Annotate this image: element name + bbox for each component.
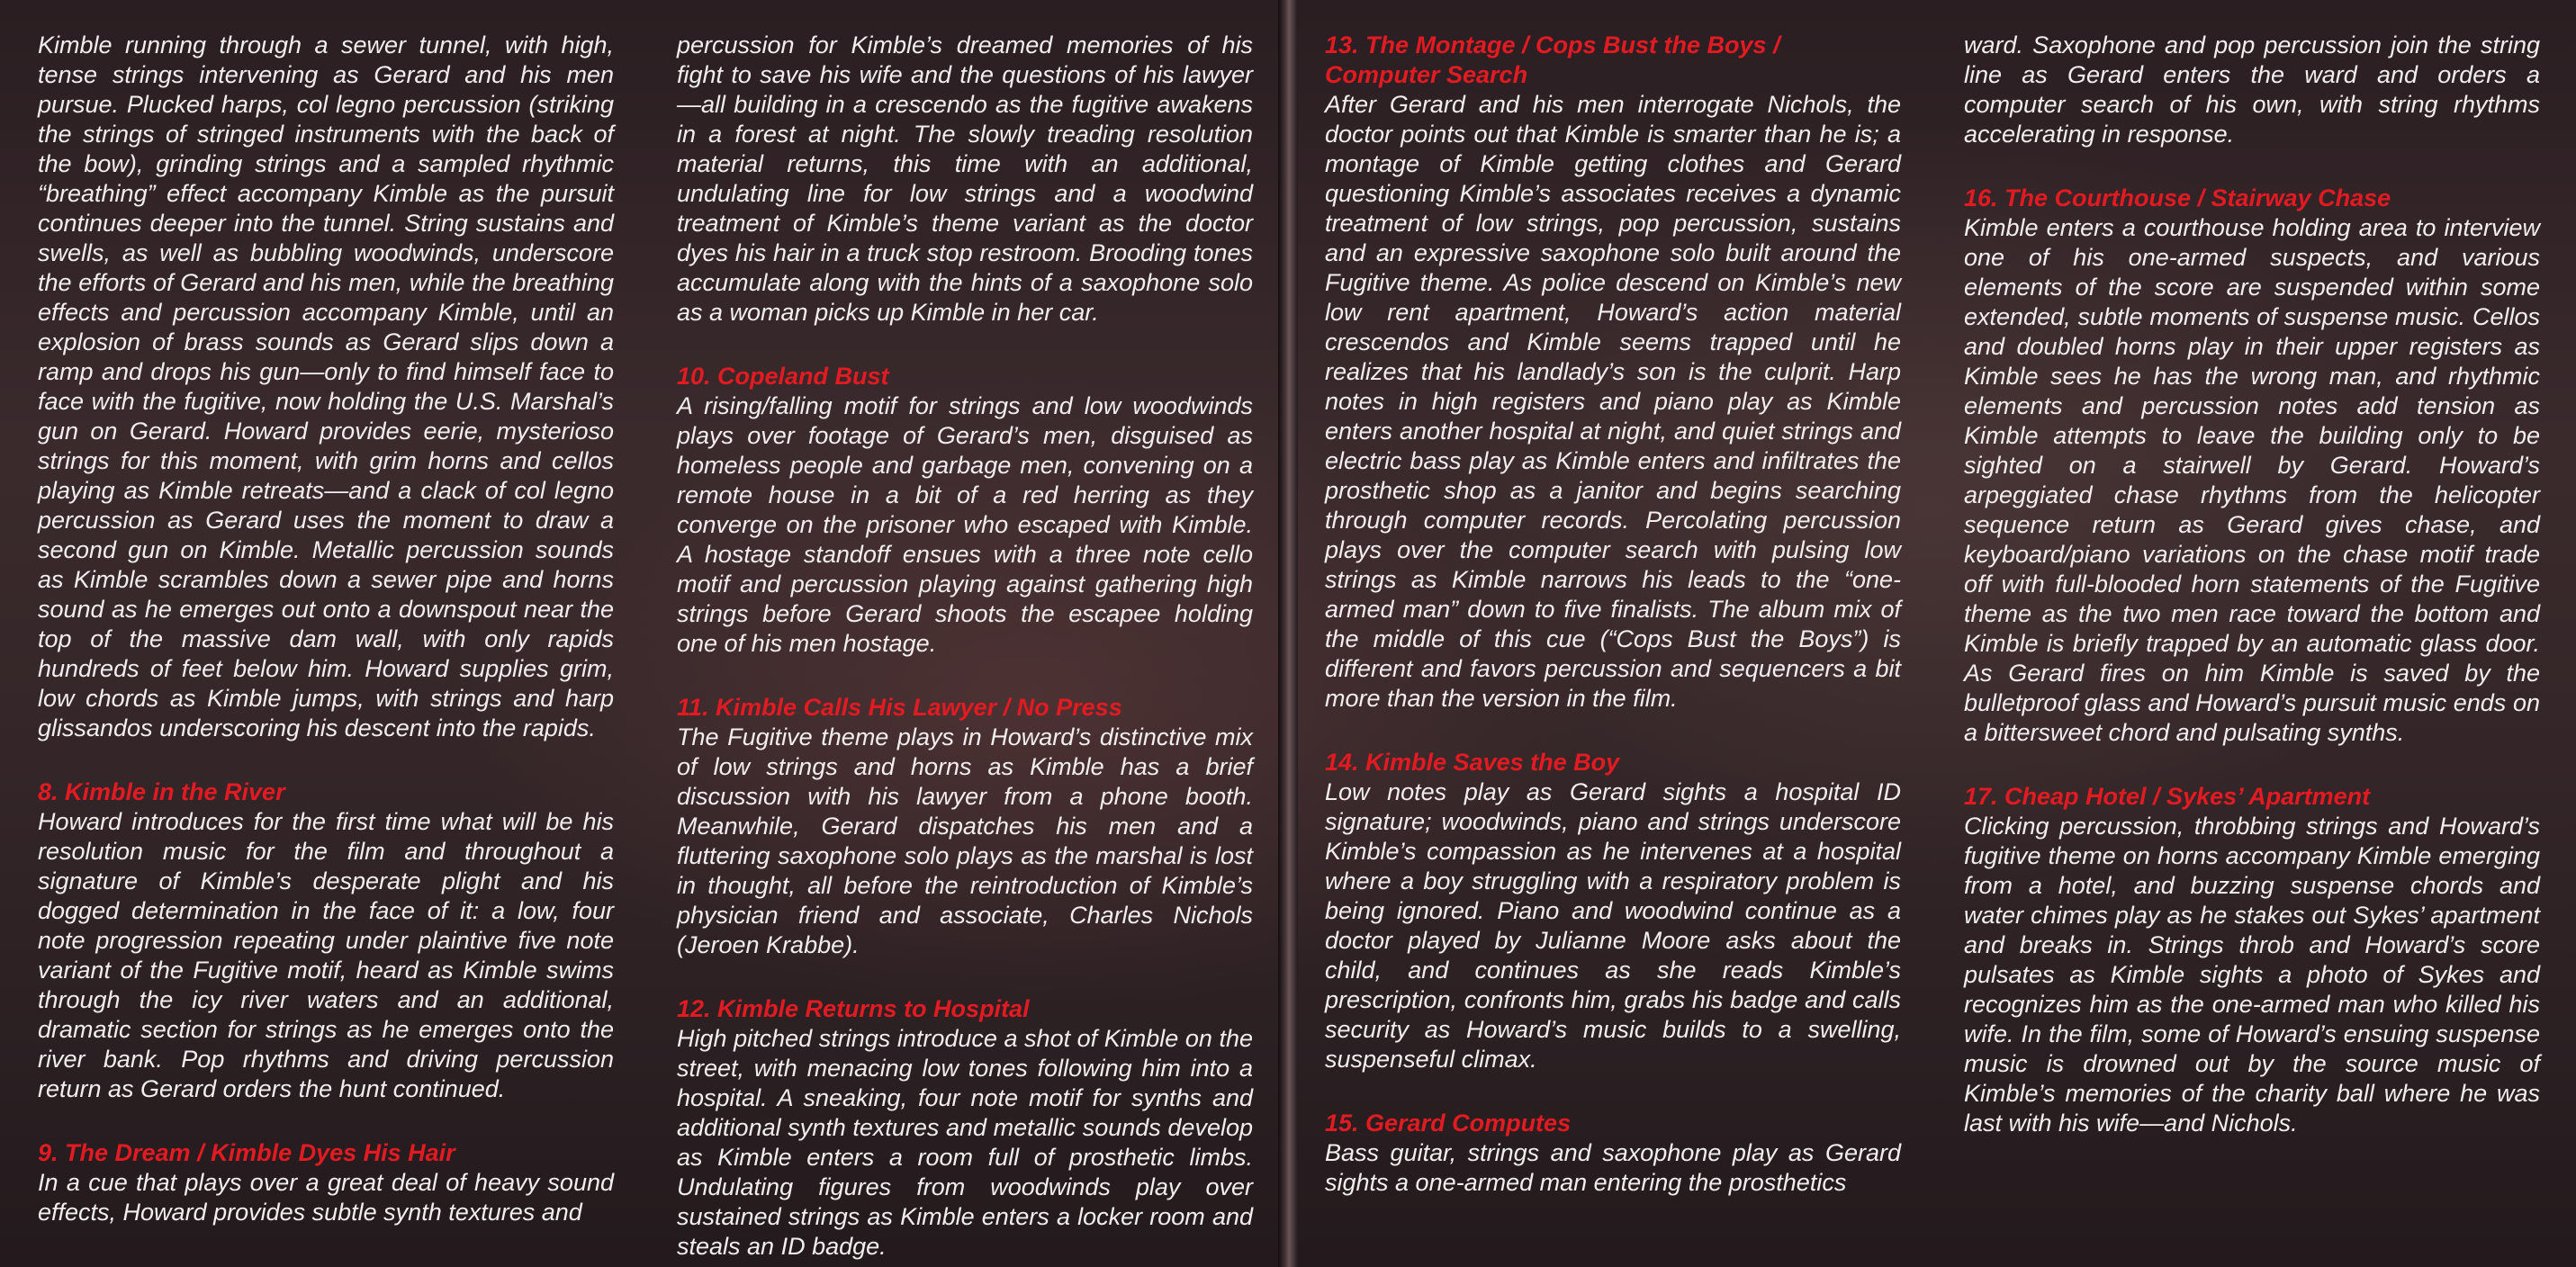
section-heading: 14. Kimble Saves the Boy xyxy=(1325,749,1620,776)
booklet-fold xyxy=(1278,0,1298,1267)
paragraph: After Gerard and his men interrogate Nichols, the doctor points out that Kimble is smarter than he is; a montage of Kimble getting clothes and Gerard questioning Kimble’s associates receives a dynamic treatment of low strings, pop percussion, sustains and an expressive saxophone solo built around the Fugitive theme. As police descend on Kimble’s new low rent apartment, Howard’s action material crescendos and Kimble seems trapped until he realizes that his landlady’s son is the culprit. Harp notes in high registers and piano play as Kimble enters another hospital at night, and quiet strings and electric bass play as Kimble enters and infiltrates the prosthetic shop as a janitor and begins searching through computer records. Percolating percussion plays over the computer search with pulsing low strings as Kimble narrows his leads to the “one-armed man” down to five finalists. The album mix of the middle of this cue (“Cops Bust the Boys”) is different and favors percussion and sequencers a bit more than the version in the film. xyxy=(1325,91,1901,712)
column-4 xyxy=(1964,31,2540,1173)
section-13 xyxy=(1325,31,1901,714)
section-16 xyxy=(1964,184,2540,748)
paragraph: Kimble running through a sewer tunnel, with high, tense strings intervening as Gerard and his men pursue. Plucked harps, col legno percussion (striking the strings of stringed instruments with the back of the bow), grinding strings and a sampled rhythmic “breathing” effect accompany Kimble as the pursuit continues deeper into the tunnel. String sustains and swells, as well as bubbling woodwinds, underscore the efforts of Gerard and his men, while the breathing effects and percussion accompany Kimble, until an explosion of brass sounds as Gerard slips down a ramp and drops his gun—only to find himself face to face with the fugitive, now holding the U.S. Marshal’s gun on Gerard. Howard provides eerie, mysterioso strings for this moment, with grim horns and cellos playing as Kimble retreats—and a clack of col legno percussion as Gerard uses the moment to draw a second gun on Kimble. Metallic percussion sounds as Kimble scrambles down a sewer pipe and horns sound as he emerges out onto a downspout near the top of the massive dam wall, with only rapids hundreds of feet below him. Howard supplies grim, low chords as Kimble jumps, with strings and harp glissandos underscoring his descent into the rapids. xyxy=(38,31,614,741)
column-3 xyxy=(1325,31,1901,1232)
right-page xyxy=(1298,0,2576,1267)
section-heading: 8. Kimble in the River xyxy=(38,778,285,805)
paragraph: A rising/falling motif for strings and low woodwinds plays over footage of Gerard’s men, disguised as homeless people and garbage men, convening on a remote house in a bit of a red herring as they converge on the prisoner who escaped with Kimble. A hostage standoff ensues with a three note cello motif and percussion playing against gathering high strings before Gerard shoots the escapee holding one of his men hostage. xyxy=(677,392,1253,657)
section-continuation xyxy=(1964,31,2540,149)
section-heading: 17. Cheap Hotel / Sykes’ Apartment xyxy=(1964,783,2371,810)
paragraph: ward. Saxophone and pop percussion join the string line as Gerard enters the ward and orders a computer search of his own, with string rhythms accelerating in response. xyxy=(1964,31,2540,148)
paragraph: High pitched strings introduce a shot of Kimble on the street, with menacing low tones following him into a hospital. A sneaking, four note motif for synths and additional synth textures and metallic sounds develop as Kimble enters a room full of prosthetic limbs. Undulating figures from woodwinds play over sustained strings as Kimble enters a locker room and steals an ID badge. xyxy=(677,1025,1253,1260)
section-10 xyxy=(677,362,1253,659)
paragraph: Clicking percussion, throbbing strings and Howard’s fugitive theme on horns accompany Kimble emerging from a hotel, and buzzing suspense chords and water chimes play as he stakes out Sykes’ apartment and breaks in. Strings throb and Howard’s score pulsates as Kimble sights a photo of Sykes and recognizes him as the one-armed man who killed his wife. In the film, some of Howard’s ensuing suspense music is drowned out by the source music of Kimble’s memories of the charity ball where he was last with his wife—and Nichols. xyxy=(1964,813,2540,1137)
section-9 xyxy=(38,1138,614,1227)
section-11 xyxy=(677,693,1253,960)
section-12 xyxy=(677,994,1253,1262)
section-heading: 9. The Dream / Kimble Dyes His Hair xyxy=(38,1139,455,1166)
paragraph: Kimble enters a courthouse holding area to interview one of his one-armed suspects, and various elements of the score are suspended within some extended, subtle moments of suspense music. Cellos and doubled horns play in their upper registers as Kimble sees he has the wrong man, and rhythmic elements and percussion notes add tension as Kimble attempts to leave the building only to be sighted on a stairwell by Gerard. Howard’s arpeggiated chase rhythms from the helicopter sequence return as Gerard gives chase, and keyboard/piano variations on the chase motif trade off with full-blooded horn statements of the Fugitive theme as the two men race toward the bottom and Kimble is briefly trapped by an automatic glass door. As Gerard fires on him Kimble is saved by the bulletproof glass and Howard’s pursuit music ends on a bittersweet chord and pulsating synths. xyxy=(1964,214,2540,746)
section-17 xyxy=(1964,782,2540,1138)
section-heading: 15. Gerard Computes xyxy=(1325,1110,1572,1137)
section-heading: 12. Kimble Returns to Hospital xyxy=(677,995,1030,1022)
section-heading: 11. Kimble Calls His Lawyer / No Press xyxy=(677,694,1122,721)
section-continuation xyxy=(38,31,614,743)
paragraph: percussion for Kimble’s dreamed memories of his fight to save his wife and the questions of his lawyer—all building in a crescendo as the fugitive awakens in a forest at night. The slowly treading resolution material returns, this time with an additional, undulating line for low strings and a woodwind treatment of Kimble’s theme variant as the doctor dyes his hair in a truck stop restroom. Brooding tones accumulate along with the hints of a saxophone solo as a woman picks up Kimble in her car. xyxy=(677,31,1253,326)
column-1 xyxy=(38,31,614,1262)
left-page xyxy=(0,0,1278,1267)
section-heading: 16. The Courthouse / Stairway Chase xyxy=(1964,184,2391,211)
section-continuation xyxy=(677,31,1253,328)
column-2 xyxy=(677,31,1253,1267)
paragraph: Low notes play as Gerard sights a hospital ID signature; woodwinds, piano and strings underscore Kimble’s compassion as he intervenes at a hospital where a boy struggling with a respiratory problem is being ignored. Piano and woodwind continue as a doctor played by Julianne Moore asks about the child, and continues as she reads Kimble’s prescription, confronts him, grabs his badge and calls security as Howard’s music builds to a swelling, suspenseful climax. xyxy=(1325,778,1901,1073)
section-14 xyxy=(1325,748,1901,1074)
section-8 xyxy=(38,777,614,1104)
section-heading: 10. Copeland Bust xyxy=(677,363,889,390)
paragraph: Bass guitar, strings and saxophone play as Gerard sights a one-armed man entering the prosthetics xyxy=(1325,1139,1901,1196)
section-15 xyxy=(1325,1109,1901,1198)
paragraph: The Fugitive theme plays in Howard’s distinctive mix of low strings and horns as Kimble has a brief discussion with his lawyer from a phone booth. Meanwhile, Gerard dispatches his men and a fluttering saxophone solo plays as the marshal is lost in thought, all before the reintroduction of Kimble’s physician friend and associate, Charles Nichols (Jeroen Krabbe). xyxy=(677,723,1253,958)
paragraph: Howard introduces for the first time what will be his resolution music for the film and throughout a signature of Kimble’s desperate plight and his dogged determination in the face of it: a low, four note progression repeating under plaintive five note variant of the Fugitive motif, heard as Kimble swims through the icy river waters and an additional, dramatic section for strings as he emerges onto the river bank. Pop rhythms and driving percussion return as Gerard orders the hunt continued. xyxy=(38,808,614,1102)
paragraph: In a cue that plays over a great deal of heavy sound effects, Howard provides subtle synth textures and xyxy=(38,1169,614,1226)
section-heading: 13. The Montage / Cops Bust the Boys / Computer Search xyxy=(1325,31,1780,88)
